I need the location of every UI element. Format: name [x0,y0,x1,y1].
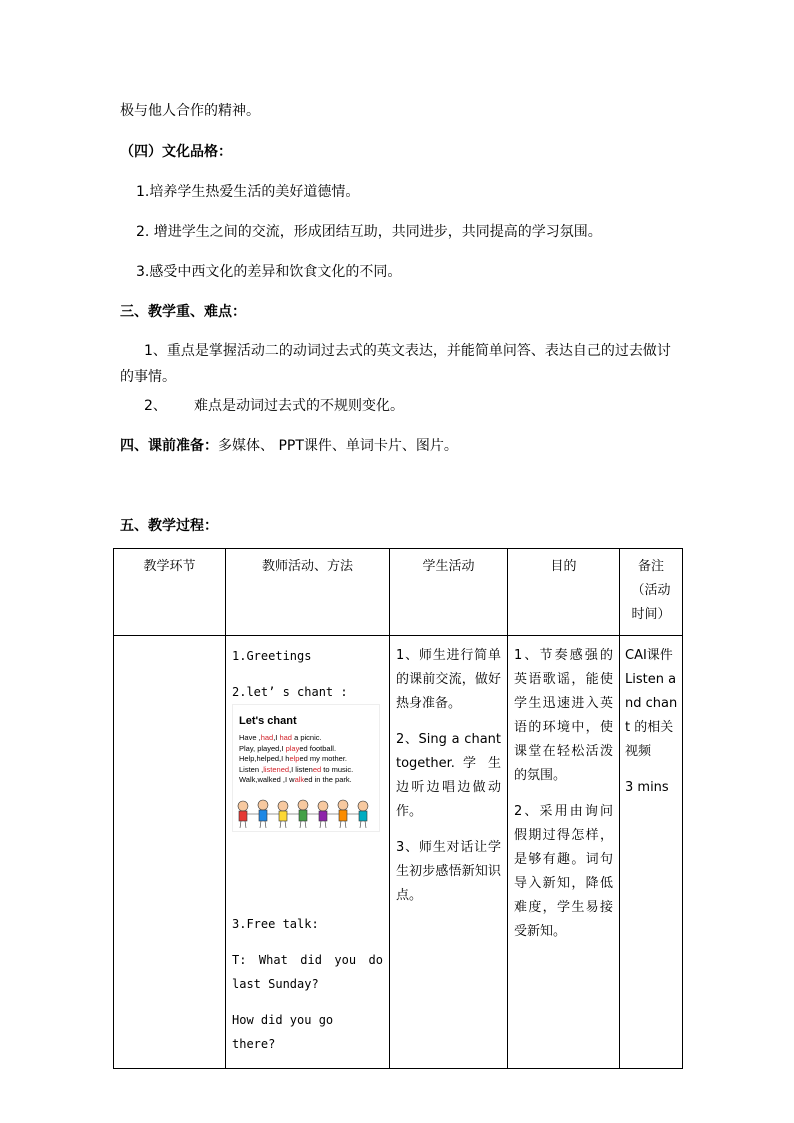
chant-line [239,733,353,744]
chant-line [239,754,353,765]
children-illustration [233,797,379,829]
chant-fragment: ed football. [299,743,337,753]
chant-text: 2.let’ s chant : [232,685,348,699]
chant-fragment: ed my mother. [299,754,347,763]
header-cell [114,549,226,636]
chant-fragment: listened [263,764,290,774]
culture-item-3: 3.感受中西文化的差异和饮食文化的不同。 [136,264,402,280]
student-activity-2: 2、Sing a chant together. 学 生边听边唱边做动作。 [396,732,501,819]
key-point-2-number: 2、 [144,398,167,414]
header-notes: 备注（活动时间） [631,559,671,622]
chant-fragment: play [285,743,300,753]
chant-fragment: had [260,733,274,742]
student-cell [390,636,508,1069]
table-row [114,636,683,1069]
chant-fragment: ,I listen [289,764,313,774]
stage-cell [114,636,226,1069]
free-talk-text: 3.Free talk: [232,917,319,931]
notes-cell [620,636,683,1069]
greetings-text: 1.Greetings [232,649,312,663]
teacher-cell [226,636,390,1069]
chant-fragment: Listen , [239,764,264,774]
chant-fragment: ed [312,764,322,774]
chant-fragment: Walk,walked ,I w [239,775,295,784]
purpose-cell [508,636,620,1069]
purpose-1: 1、节奏感强的英语歌谣，能使学生迅速进入英语的环境中，使课堂在轻松活泼的氛围。 [514,648,613,783]
chant-fragment: Have , [239,733,261,742]
culture-heading: （四）文化品格： [120,144,232,160]
chant-fragment: elp [289,754,300,763]
chant-fragment: Help,helped,I h [239,754,290,763]
header-purpose: 目的 [550,559,577,574]
chant-fragment: Play, played,I [239,743,286,753]
prep-heading: 四、课前准备： [120,438,218,454]
header-student: 学生活动 [422,559,475,574]
header-teacher: 教师活动、方法 [261,559,353,574]
chant-line [239,744,353,755]
chant-line [239,775,353,786]
chant-title: Let's chant [239,715,297,727]
header-cell [390,549,508,636]
table-header-row [114,549,683,636]
chant-line [239,765,353,776]
chant-fragment: to music. [321,764,354,774]
header-cell [226,549,390,636]
chant-fragment: alk [294,775,305,784]
culture-item-1: 1.培养学生热爱生活的美好道德情。 [136,184,360,200]
chant-fragment: ,I [273,733,280,742]
intro-line: 极与他人合作的精神。 [120,103,260,119]
chant-fragment: a picnic. [291,733,322,742]
question-2: How did you go there? [232,1013,334,1051]
notes-resource: CAI课件 Listen and chant 的相关视频 [625,648,678,759]
culture-item-2: 2. 增进学生之间的交流，形成团结互助，共同进步，共同提高的学习氛围。 [136,224,602,240]
chant-image [232,704,380,832]
process-heading: 五、教学过程： [120,518,218,534]
chant-fragment: ed in the park. [304,775,352,784]
header-stage: 教学环节 [143,559,196,574]
key-point-2-text: 难点是动词过去式的不规则变化。 [194,398,404,414]
student-activity-3: 3、师生对话让学生初步感悟新知识点。 [396,840,501,903]
header-cell [508,549,620,636]
notes-time: 3 mins [625,780,669,795]
prep-line [120,436,458,456]
lesson-table [113,548,683,1069]
chant-fragment: had [279,733,292,742]
header-cell [620,549,683,636]
student-activity-1: 1、师生进行简单的课前交流，做好热身准备。 [396,648,501,711]
key-points-heading: 三、教学重、难点： [120,304,246,320]
key-point-1: 1、重点是掌握活动二的动词过去式的英文表达，并能简单问答、表达自己的过去做讨的事情。 [120,343,671,385]
purpose-2: 2、采用由询问假期过得怎样，是够有趣。词句导入新知，降低难度，学生易接受新知。 [514,804,613,939]
question-1: T: What did you do last Sunday? [232,953,383,991]
chant-lines [239,733,353,786]
prep-text: 多媒体、 PPT课件、单词卡片、图片。 [218,438,458,454]
